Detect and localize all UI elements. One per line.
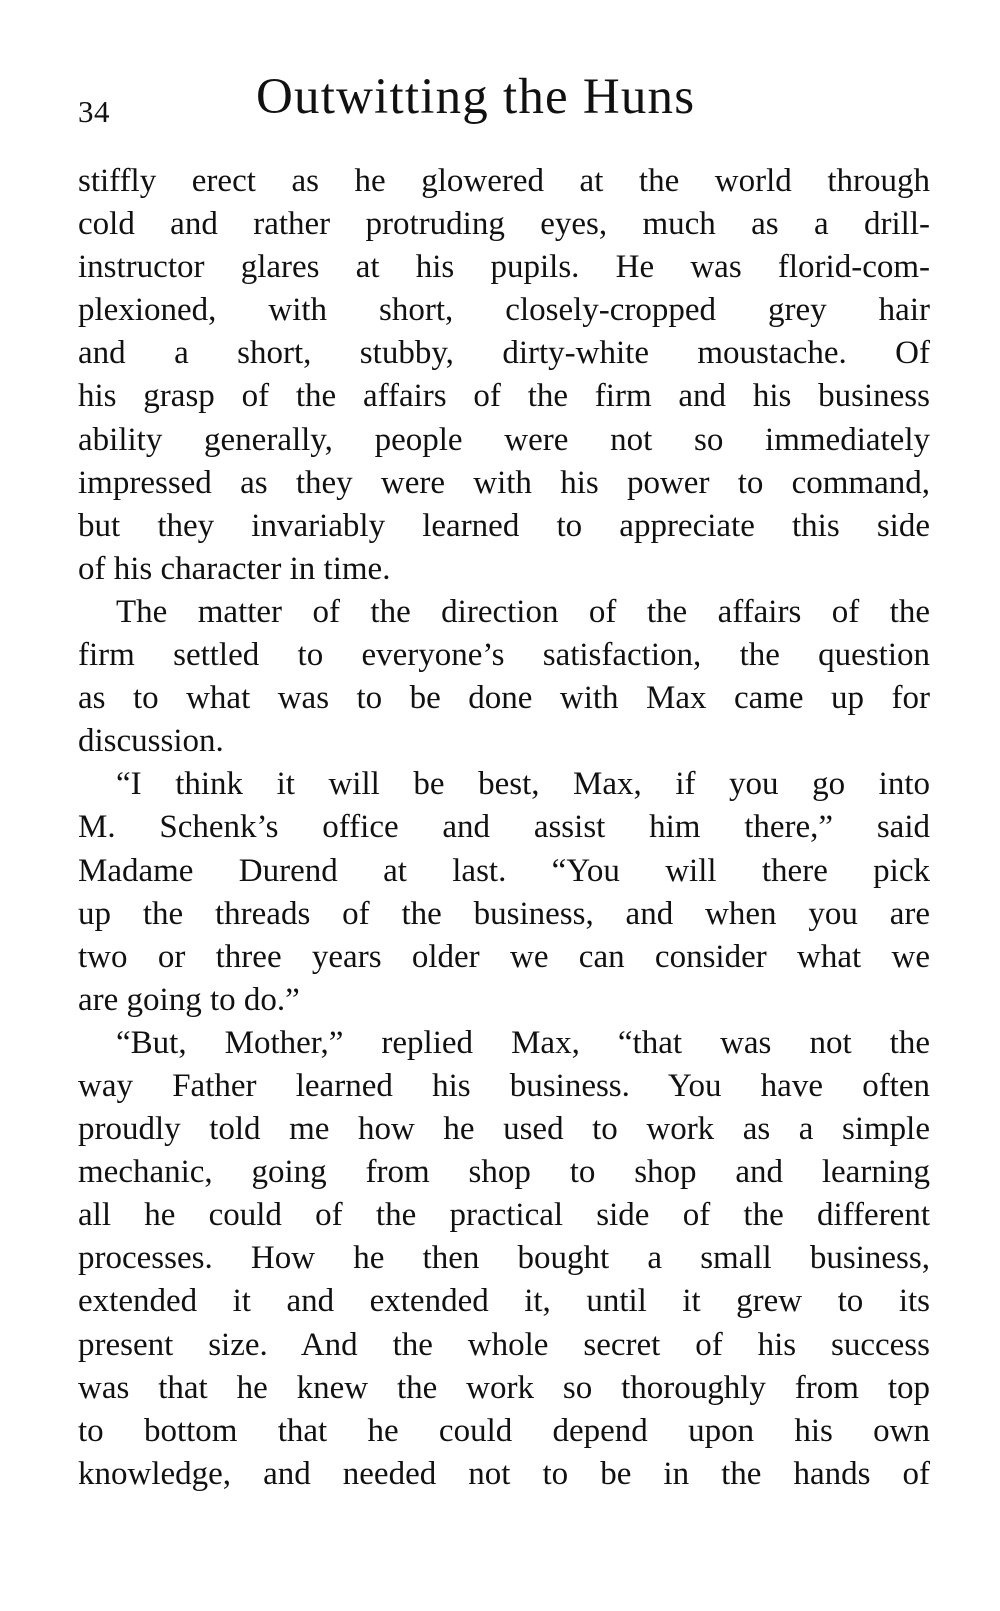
text-line: but they invariably learned to appreciate this side	[78, 507, 930, 544]
text-line: present size. And the whole secret of his success	[78, 1326, 930, 1363]
text-line: mechanic, going from shop to shop and learning	[78, 1154, 930, 1191]
text-line: instructor glares at his pupils. He was florid-com-	[78, 249, 930, 286]
text-line: was that he knew the work so thoroughly from top	[78, 1369, 930, 1406]
paragraph-start-line: “I think it will be best, Max, if you go into	[116, 766, 930, 803]
paragraph-start-line: The matter of the direction of the affairs of the	[116, 593, 930, 630]
text-line: discussion.	[78, 723, 224, 760]
text-line: to bottom that he could depend upon his own	[78, 1412, 930, 1449]
text-line: way Father learned his business. You have often	[78, 1067, 930, 1104]
page-number: 34	[78, 94, 110, 129]
text-line: as to what was to be done with Max came up for	[78, 680, 930, 717]
text-line: and a short, stubby, dirty-white moustache. Of	[78, 335, 930, 372]
text-line: up the threads of the business, and when you are	[78, 895, 930, 932]
body-text	[78, 160, 930, 1496]
text-line: extended it and extended it, until it grew to its	[78, 1283, 930, 1320]
text-line: knowledge, and needed not to be in the hands of	[78, 1455, 930, 1492]
text-line: two or three years older we can consider what we	[78, 938, 930, 975]
paragraph-start-line: “But, Mother,” replied Max, “that was not the	[116, 1024, 930, 1061]
text-line: M. Schenk’s office and assist him there,” said	[78, 809, 930, 846]
text-line: are going to do.”	[78, 981, 300, 1018]
text-line: plexioned, with short, closely-cropped grey hair	[78, 292, 930, 329]
text-line: stiffly erect as he glowered at the world through	[78, 163, 930, 199]
text-line: ability generally, people were not so immediately	[78, 421, 930, 458]
text-line: his grasp of the affairs of the firm and his business	[78, 378, 930, 415]
text-line: of his character in time.	[78, 550, 391, 587]
text-line: processes. How he then bought a small business,	[78, 1240, 930, 1277]
text-line: all he could of the practical side of the different	[78, 1197, 930, 1234]
running-head	[78, 68, 868, 138]
text-line: firm settled to everyone’s satisfaction, the question	[78, 637, 930, 674]
text-line: proudly told me how he used to work as a simple	[78, 1111, 930, 1148]
text-line: cold and rather protruding eyes, much as a drill-	[78, 206, 930, 243]
text-line: Madame Durend at last. “You will there pick	[78, 852, 930, 889]
running-title: Outwitting the Huns	[256, 69, 696, 125]
text-line: impressed as they were with his power to command,	[78, 464, 930, 501]
